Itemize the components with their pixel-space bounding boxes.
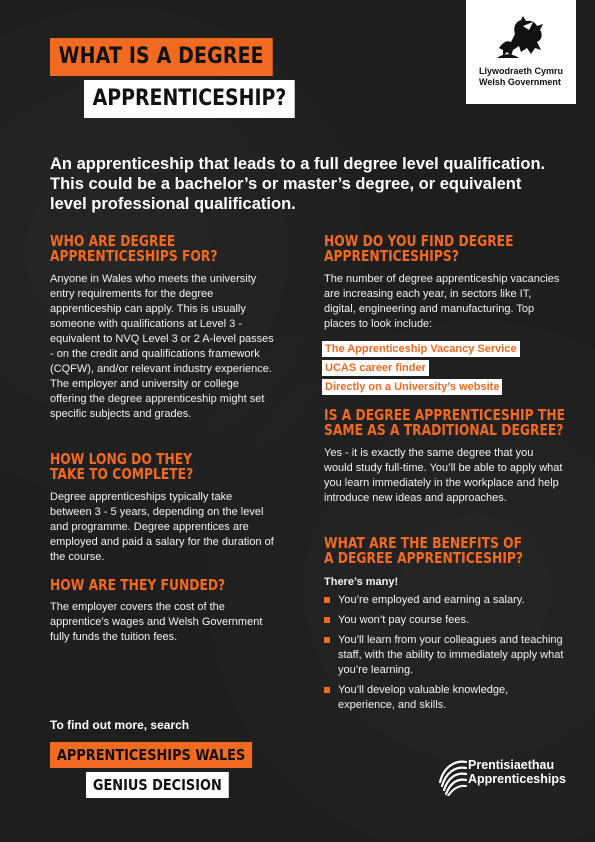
find-body: The number of degree apprenticeship vacancies are increasing each year, in sectors like IT, digital, engineering and manufacturing. Top places to look include: <box>324 273 560 330</box>
search-tag-apprenticeships-wales: APPRENTICESHIPS WALES <box>50 742 252 768</box>
square-bullet-icon <box>324 687 330 693</box>
same-heading-line-1: IS A DEGREE APPRENTICESHIP THE <box>324 406 566 424</box>
welsh-government-logo <box>466 0 576 104</box>
funded-heading <box>50 578 225 593</box>
apprenticeships-logo <box>436 752 566 802</box>
square-bullet-icon <box>324 597 330 603</box>
gov-logo-english-name: Welsh Government <box>479 77 561 87</box>
same-body: Yes - it is exactly the same degree that you would study full-time. You’ll be able to apply what you learn immediately in the workplace and help introduce new ideas and approaches. <box>324 447 563 504</box>
same-heading <box>324 408 565 438</box>
how-long-heading <box>50 452 193 482</box>
apprenticeships-logo-english: Apprenticeships <box>468 772 566 786</box>
who-heading-line-2: APPRENTICESHIPS FOR? <box>50 247 218 265</box>
title-line-2: APPRENTICESHIP? <box>84 80 295 118</box>
search-tag-genius-decision: GENIUS DECISION <box>86 772 229 798</box>
who-body: Anyone in Wales who meets the university entry requirements for the degree apprenticeship can apply. This is usually someone with qualifications at Level 3 - equivalent to NVQ Level 3 or 2 A-level passes - on the credit and qualifications framework (CQFW), and/or relevant industry experience. The employer and university or college offering the degree apprenticeship might set specific subjects and grades. <box>50 273 274 420</box>
benefits-heading-line-1: WHAT ARE THE BENEFITS OF <box>324 534 522 552</box>
benefits-heading-line-2: A DEGREE APPRENTICESHIP? <box>324 549 524 567</box>
benefit-text: You’ll learn from your colleagues and teaching staff, with the ability to immediately apply what you’re learning. <box>338 634 564 676</box>
benefit-text: You’ll develop valuable knowledge, experience, and skills. <box>338 684 509 711</box>
list-item <box>324 633 564 678</box>
funded-body: The employer covers the cost of the apprentice’s wages and Welsh Government fully funds the tuition fees. <box>50 601 263 643</box>
link-ucas-career-finder[interactable]: UCAS career finder <box>322 360 429 376</box>
how-long-body: Degree apprenticeships typically take between 3 - 5 years, depending on the level and programme. Degree apprentices are employed and paid a salary for the duration of the course. <box>50 491 274 563</box>
find-more-text: To find out more, search <box>50 718 190 732</box>
list-item <box>324 593 564 608</box>
intro-text: An apprenticeship that leads to a full degree level qualification. This could be a bachelor’s or master’s degree, or equivalent level professional qualification. <box>50 155 546 213</box>
welsh-dragon-icon <box>493 12 549 62</box>
apprenticeships-swirl-icon <box>436 752 470 796</box>
benefits-heading <box>324 536 523 566</box>
title-line-1: WHAT IS A DEGREE <box>50 38 272 76</box>
benefits-list <box>324 593 564 718</box>
square-bullet-icon <box>324 637 330 643</box>
gov-logo-welsh-name: Llywodraeth Cymru <box>479 66 564 76</box>
benefit-text: You won’t pay course fees. <box>338 614 470 626</box>
square-bullet-icon <box>324 617 330 623</box>
how-long-heading-line-1: HOW LONG DO THEY <box>50 450 193 468</box>
find-heading-line-1: HOW DO YOU FIND DEGREE <box>324 232 514 250</box>
who-heading <box>50 234 217 264</box>
find-heading <box>324 234 513 264</box>
benefit-text: You’re employed and earning a salary. <box>338 594 525 606</box>
list-item <box>324 683 564 713</box>
how-long-heading-line-2: TAKE TO COMPLETE? <box>50 465 194 483</box>
find-heading-line-2: APPRENTICESHIPS? <box>324 247 459 265</box>
funded-heading-line-1: HOW ARE THEY FUNDED? <box>50 576 226 594</box>
list-item <box>324 613 564 628</box>
link-apprenticeship-vacancy-service[interactable]: The Apprenticeship Vacancy Service <box>322 341 520 357</box>
who-heading-line-1: WHO ARE DEGREE <box>50 232 176 250</box>
link-university-website[interactable]: Directly on a University’s website <box>322 379 502 395</box>
same-heading-line-2: SAME AS A TRADITIONAL DEGREE? <box>324 421 564 439</box>
benefits-lead: There’s many! <box>324 576 399 588</box>
apprenticeships-logo-welsh: Prentisiaethau <box>468 758 555 772</box>
